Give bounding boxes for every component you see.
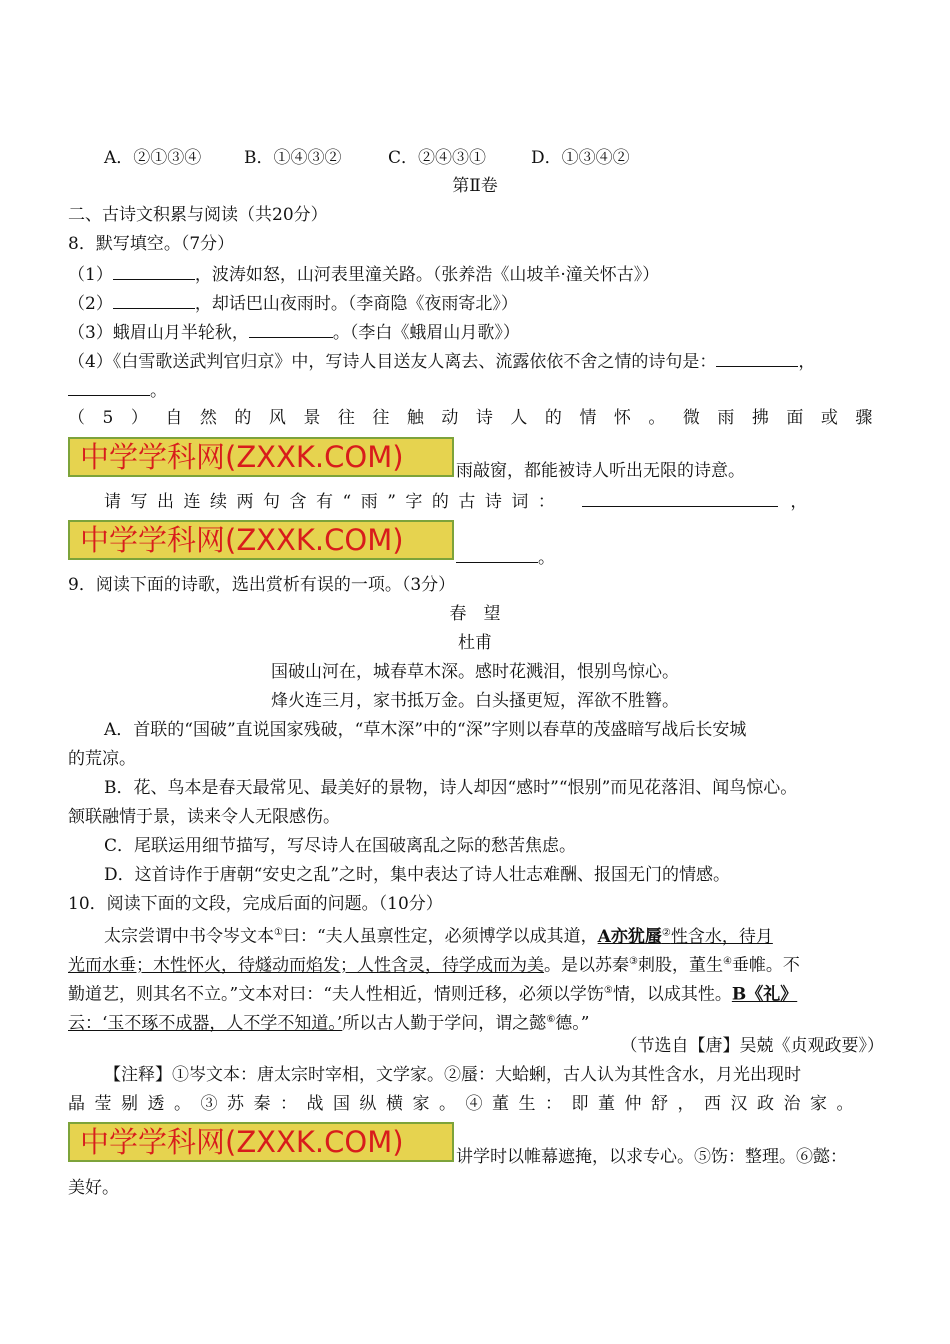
q8-stem: 8．默写填空。（7分） bbox=[68, 234, 235, 254]
q7-option-d: D．①③④② bbox=[531, 148, 630, 168]
q8-item-1 bbox=[68, 261, 659, 287]
underlined-sentence-a-cont: 性含水，待月 bbox=[670, 926, 773, 947]
q8-item-5-end: 。 bbox=[538, 548, 555, 568]
q8-item-1-number: （1） bbox=[68, 265, 113, 285]
passage-text: 垂帷。不 bbox=[731, 955, 800, 976]
passage-text: 刺股，董生 bbox=[637, 955, 723, 976]
q8-item-3-pre: （3）蛾眉山月半轮秋， bbox=[68, 323, 249, 343]
q8-item-2 bbox=[68, 290, 518, 316]
footnote-marker: ⑥ bbox=[546, 1014, 556, 1025]
poem-title: 春 望 bbox=[449, 604, 501, 624]
passage-text: 曰：“夫人虽禀性定，必须博学以成其道， bbox=[282, 926, 598, 947]
underlined-sentence-a: A亦犹蜃 bbox=[597, 926, 662, 947]
q9-option-b-cont: 颔联融情于景，读来令人无限感伤。 bbox=[68, 807, 340, 827]
footnote-marker: ① bbox=[274, 927, 283, 938]
underlined-sentence-a-end: 光而水垂；木性怀火，待燧动而焰发；人性含灵，待学成而为美 bbox=[68, 955, 544, 976]
q9-option-d: D．这首诗作于唐朝“安史之乱”之时，集中表达了诗人壮志难酬、报国无门的情感。 bbox=[104, 865, 731, 885]
watermark-logo: 中学学科网(ZXXK.COM) bbox=[68, 437, 454, 477]
q9-option-b: B．花、鸟本是春天最常见、最美好的景物，诗人却因“感时”“恨别”而见花落泪、闻鸟惊心。 bbox=[104, 778, 798, 798]
q8-item-5-prompt: 请写出连续两句含有“雨”字的古诗词： bbox=[104, 492, 565, 512]
q9-option-a-cont: 的荒凉。 bbox=[68, 749, 136, 769]
underlined-sentence-b: B《礼》 bbox=[731, 984, 798, 1005]
passage-text: 太宗尝谓中书令岑文本 bbox=[104, 926, 274, 947]
q8-item-5-line1 bbox=[68, 406, 890, 430]
passage-line-4 bbox=[68, 1008, 589, 1036]
annotation-line-3: 讲学时以帷幕遮掩，以求专心。⑤饬：整理。⑥懿： bbox=[456, 1147, 847, 1167]
answer-blank bbox=[716, 348, 798, 367]
footnote-marker: ④ bbox=[722, 956, 732, 967]
volume-title: 第Ⅱ卷 bbox=[452, 176, 498, 196]
passage-line-1 bbox=[104, 921, 773, 949]
q7-option-c: C．②④③① bbox=[388, 148, 487, 168]
passage-text: 情，以成其性。 bbox=[612, 984, 732, 1005]
q8-item-4-text: （4）《白雪歌送武判官归京》中，写诗人目送友人离去、流露依依不舍之情的诗句是： bbox=[68, 352, 717, 372]
q8-item-5-line2: 雨敲窗，都能被诗人听出无限的诗意。 bbox=[456, 461, 745, 481]
passage-text: 所以古人勤于学问，谓之懿 bbox=[342, 1013, 547, 1034]
q8-item-1-text: ，波涛如怒，山河表里潼关路。（张养浩《山坡羊·潼关怀古》） bbox=[194, 265, 660, 285]
q9-stem: 9．阅读下面的诗歌，选出赏析有误的一项。（3分） bbox=[68, 575, 456, 595]
passage-source: （节选自【唐】吴兢《贞观政要》） bbox=[620, 1036, 884, 1056]
answer-blank bbox=[113, 290, 195, 309]
q8-item-4-end: 。 bbox=[150, 381, 167, 401]
answer-blank bbox=[582, 488, 778, 507]
q8-item-4-cont bbox=[68, 377, 167, 403]
answer-blank bbox=[113, 261, 195, 280]
answer-blank bbox=[249, 319, 333, 338]
q9-option-c: C．尾联运用细节描写，写尽诗人在国破离乱之际的愁苦焦虑。 bbox=[104, 836, 577, 856]
footnote-marker: ② bbox=[661, 927, 671, 938]
annotation-line-1: 【注释】①岑文本：唐太宗时宰相，文学家。②蜃：大蛤蜊，古人认为其性含水，月光出现时 bbox=[104, 1065, 801, 1085]
passage-text: 勤道艺，则其名不立。”文本对曰：“夫人性相近，情则迁移，必须以学饬 bbox=[68, 984, 604, 1005]
q8-item-2-text: ，却话巴山夜雨时。（李商隐《夜雨寄北》） bbox=[194, 294, 518, 314]
q8-item-4 bbox=[68, 348, 815, 374]
q8-item-2-number: （2） bbox=[68, 294, 113, 314]
poem-line-2: 烽火连三月，家书抵万金。白头搔更短，浑欲不胜簪。 bbox=[271, 691, 679, 711]
footnote-marker: ⑤ bbox=[603, 985, 613, 996]
q8-item-5-line3 bbox=[104, 488, 807, 514]
passage-line-3 bbox=[68, 979, 797, 1007]
annotation-line-2-text: 晶莹剔透。③苏秦：战国纵横家。④董生：即董仲舒，西汉政治家。 bbox=[68, 1094, 863, 1114]
q7-option-a: A．②①③④ bbox=[104, 148, 202, 168]
watermark-logo: 中学学科网(ZXXK.COM) bbox=[68, 1122, 454, 1162]
passage-text: 德。” bbox=[555, 1013, 590, 1034]
q8-item-3 bbox=[68, 319, 520, 345]
annotation-line-4: 美好。 bbox=[68, 1178, 119, 1198]
watermark-logo: 中学学科网(ZXXK.COM) bbox=[68, 520, 454, 560]
q8-item-5-comma: ， bbox=[790, 492, 808, 512]
q8-item-4-comma: ， bbox=[798, 352, 816, 372]
passage-line-2 bbox=[68, 950, 800, 978]
section-title: 二、古诗文积累与阅读（共20分） bbox=[68, 205, 328, 225]
poem-line-1: 国破山河在，城春草木深。感时花溅泪，恨别鸟惊心。 bbox=[271, 662, 679, 682]
q9-option-a: A．首联的“国破”直说国家残破，“草木深”中的“深”字则以春草的茂盛暗写战后长安城 bbox=[104, 720, 747, 740]
underlined-sentence-b-cont: 云：‘玉不琢不成器，人不学不知道。’ bbox=[68, 1013, 343, 1034]
q10-stem: 10．阅读下面的文段，完成后面的问题。（10分） bbox=[68, 894, 443, 914]
answer-blank bbox=[456, 544, 538, 563]
q7-option-b: B．①④③② bbox=[244, 148, 342, 168]
passage-text: 。是以苏秦 bbox=[544, 955, 629, 976]
q8-item-5-spread: （5）自然的风景往往触动诗人的情怀。微雨拂面或骤 bbox=[68, 408, 890, 428]
q8-item-3-post: 。（李白《蛾眉山月歌》） bbox=[332, 323, 520, 343]
answer-blank bbox=[68, 377, 150, 396]
annotation-line-2 bbox=[68, 1092, 884, 1116]
poem-author: 杜甫 bbox=[458, 633, 492, 653]
footnote-marker: ③ bbox=[629, 956, 638, 967]
q8-item-5-line4 bbox=[456, 544, 555, 570]
